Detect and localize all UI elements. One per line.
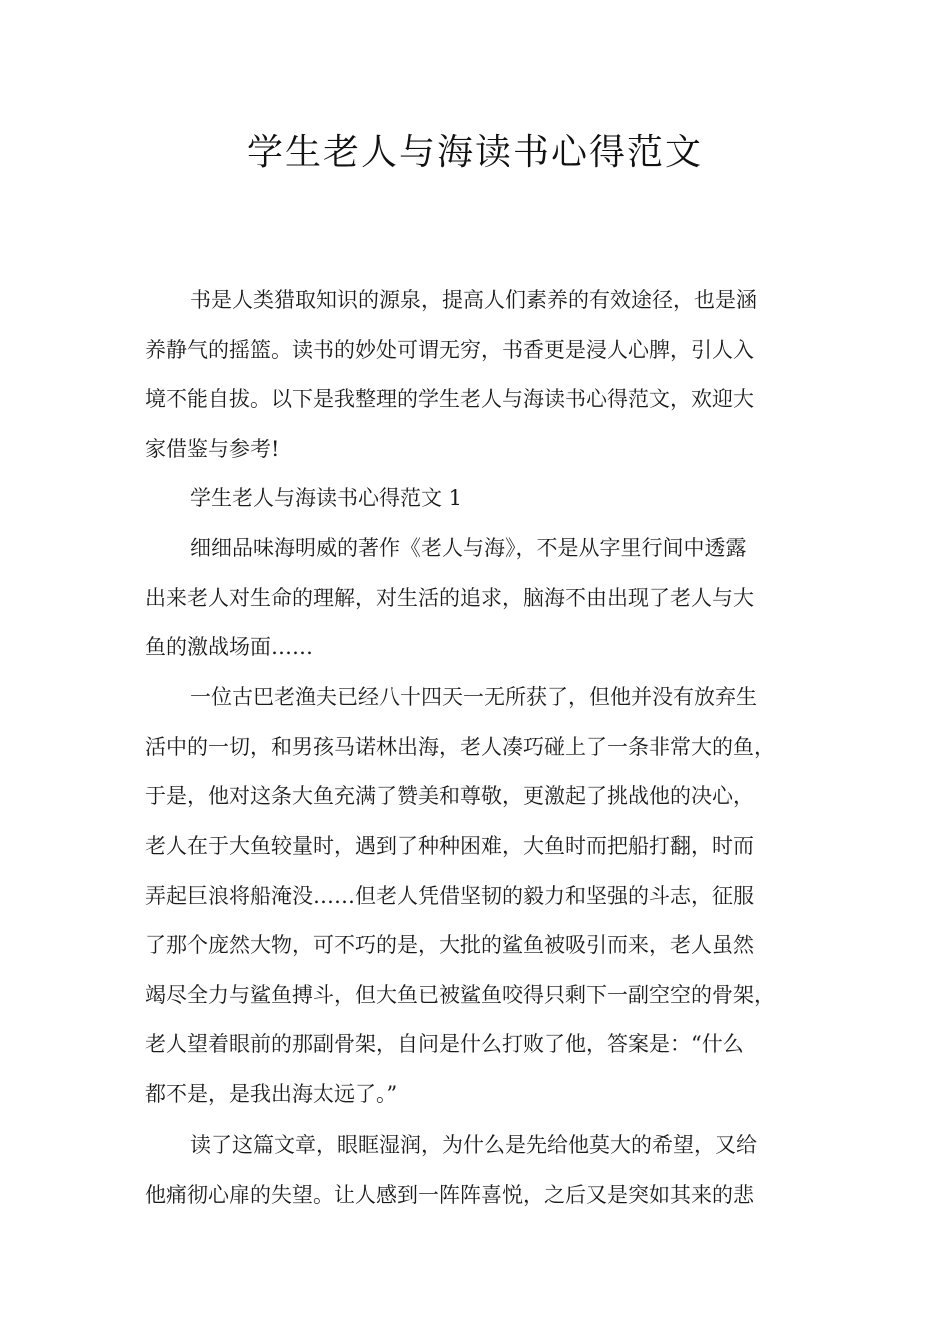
paragraph-line: 家借鉴与参考!	[145, 437, 280, 461]
paragraph-line: 一位古巴老渔夫已经八十四天一无所获了，但他并没有放弃生	[190, 685, 757, 709]
paragraph-line: 出来老人对生命的理解，对生活的追求，脑海不由出现了老人与大	[145, 586, 754, 610]
paragraph-line: 鱼的激战场面……	[145, 635, 313, 659]
paragraph-line: 细细品味海明威的著作《老人与海》，不是从字里行间中透露	[190, 536, 747, 560]
paragraph-line: 他痛彻心扉的失望。让人感到一阵阵喜悦，之后又是突如其来的悲	[145, 1183, 754, 1207]
paragraph-line: 境不能自拔。以下是我整理的学生老人与海读书心得范文，欢迎大	[145, 387, 754, 411]
paragraph-line: 活中的一切，和男孩马诺林出海，老人凑巧碰上了一条非常大的鱼，	[145, 735, 775, 759]
paragraph-line: 弄起巨浪将船淹没……但老人凭借坚韧的毅力和坚强的斗志，征服	[145, 884, 754, 908]
paragraph-line: 老人在于大鱼较量时，遇到了种种困难，大鱼时而把船打翻，时而	[145, 834, 754, 858]
paragraph-line: 都不是，是我出海太远了。”	[145, 1082, 398, 1106]
document-title: 学生老人与海读书心得范文	[246, 132, 703, 173]
paragraph-line: 书是人类猎取知识的源泉，提高人们素养的有效途径，也是涵	[190, 288, 757, 312]
paragraph-line: 老人望着眼前的那副骨架，自问是什么打败了他，答案是：“什么	[145, 1032, 744, 1056]
paragraph-line: 读了这篇文章，眼眶湿润，为什么是先给他莫大的希望，又给	[190, 1133, 757, 1157]
paragraph-line: 竭尽全力与鲨鱼搏斗，但大鱼已被鲨鱼咬得只剩下一副空空的骨架，	[145, 983, 775, 1007]
section-heading: 学生老人与海读书心得范文 1	[190, 486, 463, 510]
paragraph-line: 了那个庞然大物，可不巧的是，大批的鲨鱼被吸引而来，老人虽然	[145, 933, 754, 957]
paragraph-line: 养静气的摇篮。读书的妙处可谓无穷，书香更是浸人心脾，引人入	[145, 338, 754, 362]
paragraph-line: 于是，他对这条大鱼充满了赞美和尊敬，更激起了挑战他的决心，	[145, 784, 754, 808]
